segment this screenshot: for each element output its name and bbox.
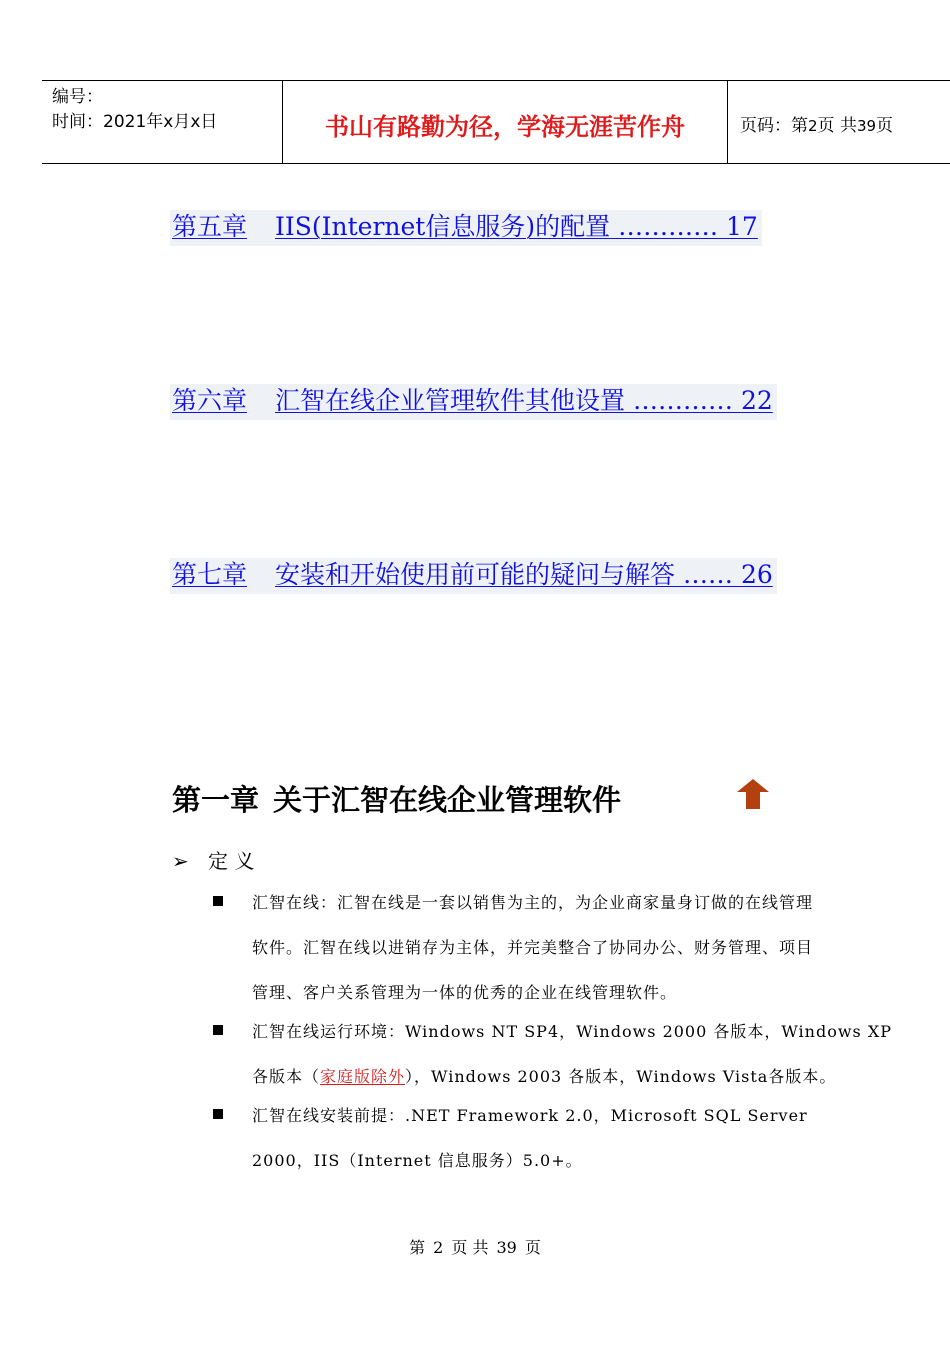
home-edition-link[interactable]: 家庭版除外: [320, 1067, 406, 1086]
pagecode-mid: 页 共: [817, 116, 857, 136]
header-divider: [727, 81, 728, 163]
paragraph-line: 软件。汇智在线以进销存为主体，并完美整合了协同办公、财务管理、项目: [252, 938, 814, 957]
definition-label: 定 义: [208, 849, 255, 873]
toc-entry-chapter-7[interactable]: [170, 558, 777, 594]
bullet-square-icon: [213, 1109, 223, 1119]
pagecode-page: 2: [808, 117, 818, 135]
toc-title: IIS(Internet信息服务)的配置: [275, 212, 611, 241]
toc-page: 17: [726, 212, 758, 241]
pagecode-total: 39: [856, 117, 877, 135]
page-header: [42, 80, 950, 164]
time-label: 时间：2021年x月x日: [52, 112, 218, 132]
bullet-square-icon: [213, 1025, 223, 1035]
toc-leader: ……: [675, 560, 741, 589]
chevron-right-icon: ➢: [172, 849, 189, 873]
header-meta: [52, 85, 217, 135]
bullet-square-icon: [213, 896, 223, 906]
toc-entry-chapter-6[interactable]: [170, 384, 777, 420]
pagecode-prefix: 页码：第: [740, 116, 808, 136]
toc-page: 22: [740, 386, 773, 415]
footer-mid: 页 共: [451, 1238, 489, 1257]
toc-title: 汇智在线企业管理软件其他设置: [275, 386, 626, 415]
paragraph-line: 管理、客户关系管理为一体的优秀的企业在线管理软件。: [252, 983, 678, 1002]
header-page-code: [740, 111, 893, 136]
toc-page: 26: [740, 560, 773, 589]
paragraph-line: 2000，IIS（Internet 信息服务）5.0+。: [252, 1151, 583, 1170]
back-to-top-arrow-icon[interactable]: [736, 778, 770, 810]
toc-leader: …………: [610, 212, 727, 241]
paragraph-text: ），Windows 2003 各版本，Windows Vista各版本。: [405, 1067, 837, 1086]
page-footer: [0, 1235, 950, 1258]
header-motto: 书山有路勤为径，学海无涯苦作舟: [325, 112, 685, 141]
footer-total: 39: [496, 1238, 517, 1257]
toc-title: 安装和开始使用前可能的疑问与解答: [275, 560, 676, 589]
chapter-title: 关于汇智在线企业管理软件: [273, 783, 622, 817]
pagecode-suffix: 页: [876, 116, 894, 136]
toc-chapter: 第六章: [172, 386, 248, 415]
number-label: 编号：: [52, 87, 103, 107]
footer-page: 2: [433, 1238, 444, 1257]
paragraph-text: 各版本（: [252, 1067, 321, 1086]
footer-suffix: 页: [524, 1238, 541, 1257]
toc-entry-chapter-5[interactable]: [170, 210, 762, 246]
paragraph-line: 汇智在线安装前提：.NET Framework 2.0，Microsoft SQL Server: [252, 1106, 808, 1125]
paragraph-line: [252, 1064, 836, 1087]
definition-heading: [172, 845, 254, 874]
paragraph-line: 汇智在线运行环境：Windows NT SP4，Windows 2000 各版本，Windows XP: [252, 1022, 892, 1041]
toc-chapter: 第五章: [172, 212, 248, 241]
toc-chapter: 第七章: [172, 560, 248, 589]
toc-leader: …………: [625, 386, 741, 415]
footer-prefix: 第: [409, 1238, 426, 1257]
chapter-number: 第一章: [172, 783, 260, 817]
chapter-heading: [172, 778, 621, 819]
paragraph-line: 汇智在线：汇智在线是一套以销售为主的，为企业商家量身订做的在线管理: [252, 893, 814, 912]
